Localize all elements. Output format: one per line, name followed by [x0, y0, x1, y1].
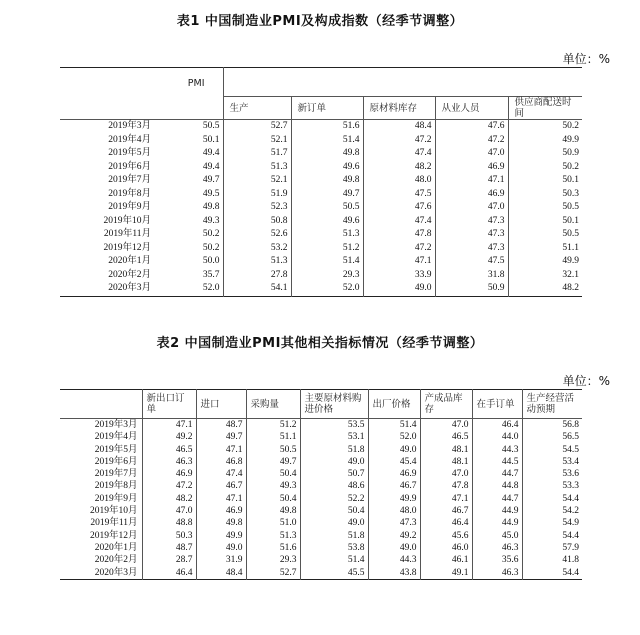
table1-title: 表1 中国制造业PMI及构成指数（经季节调整）	[176, 14, 464, 29]
table1-header-raw-material-inventory: 原材料库存	[363, 97, 435, 120]
row-label: 2019年10月	[89, 506, 138, 517]
table-cell: 47.8	[363, 228, 435, 242]
row-label: 2020年1月	[94, 542, 138, 553]
table-row	[60, 554, 582, 566]
table1-header-employment: 从业人员	[435, 97, 508, 120]
row-label: 2020年2月	[108, 269, 151, 280]
table-cell: 51.3	[223, 161, 291, 175]
table-cell: 48.6	[300, 480, 368, 492]
table-cell: 45.5	[300, 567, 368, 580]
table-cell: 46.4	[142, 567, 196, 580]
table-cell: 44.3	[368, 554, 420, 566]
table-row	[60, 468, 582, 480]
table-cell: 46.9	[435, 188, 508, 202]
table-cell: 46.7	[368, 480, 420, 492]
table-cell: 50.2	[202, 242, 220, 253]
table-cell: 52.2	[300, 493, 368, 505]
table-cell: 27.8	[223, 269, 291, 283]
table-row	[60, 505, 582, 517]
table-row	[60, 493, 582, 505]
table-cell: 47.6	[435, 120, 508, 134]
table-cell: 50.9	[435, 282, 508, 296]
table-cell: 47.0	[435, 147, 508, 161]
table-cell: 49.6	[291, 215, 363, 229]
table2-header-backlog-orders: 在手订单	[472, 390, 522, 419]
table-cell: 49.4	[202, 161, 220, 172]
table1-header-group	[223, 68, 582, 97]
table-cell: 48.1	[420, 444, 472, 456]
table-cell: 48.7	[196, 419, 246, 432]
table-cell: 48.4	[196, 567, 246, 580]
pmi-composition-table	[60, 67, 582, 297]
table-cell: 46.0	[420, 542, 472, 554]
table-cell: 50.4	[246, 493, 300, 505]
table-cell: 47.2	[435, 134, 508, 148]
table-cell: 57.9	[522, 542, 582, 554]
table-row	[60, 567, 582, 580]
table-cell: 50.2	[202, 229, 220, 239]
table-cell: 49.7	[196, 431, 246, 443]
table-cell: 52.0	[291, 282, 363, 296]
table-cell: 29.3	[246, 554, 300, 566]
table-cell: 47.1	[196, 493, 246, 505]
table-cell: 53.3	[522, 480, 582, 492]
table-cell: 48.8	[142, 517, 196, 529]
table-cell: 46.9	[435, 161, 508, 175]
table-cell: 54.9	[522, 517, 582, 529]
table-cell: 46.9	[196, 505, 246, 517]
table-cell: 50.3	[142, 530, 196, 542]
table-cell: 47.0	[142, 505, 196, 517]
table2-header-output-prices: 出厂价格	[368, 390, 420, 419]
row-label: 2020年1月	[108, 256, 151, 266]
row-label: 2019年6月	[108, 161, 151, 172]
table-cell: 51.2	[291, 242, 363, 256]
table-cell: 52.1	[223, 134, 291, 148]
table-cell: 54.5	[522, 444, 582, 456]
table-cell: 46.5	[142, 444, 196, 456]
table-cell: 51.9	[223, 188, 291, 202]
table-cell: 52.0	[202, 283, 220, 293]
table-cell: 47.0	[420, 419, 472, 432]
table2-header-business-expectations: 生产经营活动预期	[522, 390, 582, 419]
table-cell: 51.6	[291, 120, 363, 134]
table-cell: 48.7	[142, 542, 196, 554]
table-cell: 51.6	[246, 542, 300, 554]
table-cell: 50.2	[508, 161, 582, 175]
table-cell: 32.1	[508, 269, 582, 283]
table-cell: 47.3	[435, 215, 508, 229]
table-cell: 47.1	[363, 255, 435, 269]
row-label: 2019年4月	[94, 432, 138, 443]
table2-unit-label: 单位：%	[562, 374, 610, 388]
table-row	[60, 188, 582, 202]
table-cell: 50.5	[508, 228, 582, 242]
table-cell: 46.4	[420, 517, 472, 529]
table-cell: 49.1	[420, 567, 472, 580]
row-label: 2019年11月	[90, 518, 138, 529]
table-cell: 47.0	[420, 468, 472, 480]
table2-header-purchase-quantity: 采购量	[246, 390, 300, 419]
table-cell: 49.9	[368, 493, 420, 505]
table-cell: 49.7	[202, 175, 220, 185]
table-cell: 49.0	[196, 542, 246, 554]
table-cell: 46.7	[196, 480, 246, 492]
table-cell: 50.5	[508, 201, 582, 215]
table-cell: 46.8	[196, 456, 246, 468]
row-label: 2019年4月	[108, 134, 151, 145]
table-cell: 50.3	[508, 188, 582, 202]
table-cell: 53.8	[300, 542, 368, 554]
row-label: 2020年3月	[94, 567, 138, 578]
table1-header-new-orders: 新订单	[291, 97, 363, 120]
table-cell: 50.0	[202, 256, 220, 266]
table-cell: 54.2	[522, 505, 582, 517]
table-cell: 44.7	[472, 468, 522, 480]
row-label: 2019年11月	[103, 229, 151, 239]
table-cell: 49.0	[368, 542, 420, 554]
table-cell: 47.3	[368, 517, 420, 529]
table-cell: 44.7	[472, 493, 522, 505]
row-label: 2019年7月	[108, 175, 151, 185]
table-cell: 47.4	[363, 215, 435, 229]
table-cell: 48.0	[363, 174, 435, 188]
table-cell: 51.1	[508, 242, 582, 256]
table-cell: 44.9	[472, 505, 522, 517]
row-label: 2019年7月	[94, 469, 138, 480]
table-cell: 51.8	[300, 444, 368, 456]
table-cell: 50.5	[246, 444, 300, 456]
table-cell: 51.8	[300, 530, 368, 542]
table-cell: 51.4	[291, 255, 363, 269]
table-cell: 49.8	[196, 517, 246, 529]
table-cell: 54.4	[522, 567, 582, 580]
table-cell: 47.4	[363, 147, 435, 161]
table-cell: 49.0	[300, 517, 368, 529]
table-row	[60, 480, 582, 492]
table1-corner-cell	[60, 68, 155, 97]
table-cell: 41.8	[522, 554, 582, 566]
table-cell: 52.7	[223, 120, 291, 134]
row-label: 2020年2月	[94, 555, 138, 566]
table-cell: 46.1	[420, 554, 472, 566]
table1-unit-label: 单位：%	[562, 52, 610, 66]
table-cell: 49.8	[202, 202, 220, 212]
table-cell: 47.1	[435, 174, 508, 188]
table1-header-pmi: PMI	[187, 78, 205, 89]
table1-header-production: 生产	[223, 97, 291, 120]
table-row	[60, 444, 582, 456]
table-row	[60, 161, 582, 175]
table-cell: 47.8	[420, 480, 472, 492]
table-cell: 48.2	[363, 161, 435, 175]
table-cell: 50.1	[508, 215, 582, 229]
table-cell: 50.5	[291, 201, 363, 215]
row-label: 2019年8月	[94, 481, 138, 492]
table-cell: 47.3	[435, 228, 508, 242]
table-cell: 47.6	[363, 201, 435, 215]
table-cell: 56.5	[522, 431, 582, 443]
row-label: 2019年6月	[94, 456, 138, 467]
table-row	[60, 282, 582, 296]
table-row	[60, 120, 582, 134]
table-cell: 51.4	[291, 134, 363, 148]
table-cell: 51.3	[291, 228, 363, 242]
table-cell: 49.8	[291, 174, 363, 188]
table-cell: 51.3	[246, 530, 300, 542]
table-cell: 47.1	[142, 419, 196, 432]
table-cell: 45.4	[368, 456, 420, 468]
table-cell: 50.9	[508, 147, 582, 161]
table-row	[60, 269, 582, 283]
table-cell: 50.4	[246, 468, 300, 480]
table-row	[60, 228, 582, 242]
table-cell: 48.1	[420, 456, 472, 468]
row-label: 2020年3月	[108, 283, 151, 293]
table-cell: 35.7	[202, 269, 220, 280]
table-cell: 49.9	[508, 255, 582, 269]
table-cell: 44.9	[472, 517, 522, 529]
table-cell: 51.0	[246, 517, 300, 529]
table1-corner-cell-2	[60, 97, 155, 120]
table2-header-imports: 进口	[196, 390, 246, 419]
table-cell: 46.3	[472, 567, 522, 580]
table-cell: 47.5	[363, 188, 435, 202]
table-row	[60, 431, 582, 443]
table-cell: 48.2	[508, 282, 582, 296]
table2-header-new-export-orders: 新出口订单	[142, 390, 196, 419]
table-cell: 56.8	[522, 419, 582, 432]
table-cell: 50.5	[202, 121, 220, 131]
table-cell: 49.7	[246, 456, 300, 468]
table-cell: 49.8	[246, 505, 300, 517]
table-cell: 53.5	[300, 419, 368, 432]
table-row	[60, 419, 582, 432]
table-row	[60, 134, 582, 148]
table-cell: 47.1	[420, 493, 472, 505]
table-cell: 49.0	[363, 282, 435, 296]
table-cell: 49.2	[368, 530, 420, 542]
table1-header-supplier-delivery: 供应商配送时间	[508, 97, 582, 120]
table-row	[60, 255, 582, 269]
table-cell: 49.2	[142, 431, 196, 443]
table-cell: 49.3	[246, 480, 300, 492]
table-cell: 49.9	[508, 134, 582, 148]
table2-header-finished-goods-inventory: 产成品库存	[420, 390, 472, 419]
table-cell: 29.3	[291, 269, 363, 283]
table-cell: 46.7	[420, 505, 472, 517]
table-cell: 54.1	[223, 282, 291, 296]
table-cell: 46.9	[142, 468, 196, 480]
row-label: 2019年5月	[94, 444, 138, 455]
table-cell: 48.4	[363, 120, 435, 134]
table-cell: 46.3	[472, 542, 522, 554]
table-cell: 49.3	[202, 215, 220, 226]
table-cell: 28.7	[142, 554, 196, 566]
row-label: 2019年10月	[103, 215, 151, 226]
table-cell: 50.4	[300, 505, 368, 517]
row-label: 2019年5月	[108, 148, 151, 158]
table-cell: 51.4	[368, 419, 420, 432]
table-cell: 48.2	[142, 493, 196, 505]
table2-title: 表2 中国制造业PMI其他相关指标情况（经季节调整）	[156, 336, 484, 351]
table-cell: 52.1	[223, 174, 291, 188]
table-cell: 49.4	[202, 148, 220, 158]
table-cell: 50.8	[223, 215, 291, 229]
row-label: 2019年12月	[103, 242, 151, 253]
table-row	[60, 201, 582, 215]
table-row	[60, 242, 582, 256]
table-cell: 44.0	[472, 431, 522, 443]
table-cell: 49.7	[291, 188, 363, 202]
table-cell: 47.1	[196, 444, 246, 456]
table-cell: 53.6	[522, 468, 582, 480]
table-cell: 46.3	[142, 456, 196, 468]
table-cell: 33.9	[363, 269, 435, 283]
table-cell: 43.8	[368, 567, 420, 580]
table-cell: 31.9	[196, 554, 246, 566]
table-cell: 44.5	[472, 456, 522, 468]
table-cell: 50.1	[508, 174, 582, 188]
table-cell: 47.3	[435, 242, 508, 256]
table-cell: 54.4	[522, 493, 582, 505]
table2-corner-cell	[60, 390, 142, 419]
table-row	[60, 456, 582, 468]
table-cell: 47.4	[196, 468, 246, 480]
table-row	[60, 215, 582, 229]
table-cell: 49.5	[202, 188, 220, 199]
table-cell: 52.6	[223, 228, 291, 242]
table-cell: 47.2	[363, 134, 435, 148]
table-cell: 49.9	[196, 530, 246, 542]
table-cell: 49.6	[291, 161, 363, 175]
table-cell: 50.2	[508, 120, 582, 134]
table-cell: 53.4	[522, 456, 582, 468]
table-cell: 54.4	[522, 530, 582, 542]
table-cell: 50.7	[300, 468, 368, 480]
table-cell: 52.7	[246, 567, 300, 580]
table-cell: 49.0	[368, 444, 420, 456]
table-cell: 50.1	[202, 134, 220, 145]
table-cell: 51.4	[300, 554, 368, 566]
table-cell: 53.2	[223, 242, 291, 256]
table-row	[60, 517, 582, 529]
table-cell: 48.0	[368, 505, 420, 517]
row-label: 2019年9月	[94, 493, 138, 504]
table-cell: 47.2	[363, 242, 435, 256]
table-cell: 49.0	[300, 456, 368, 468]
table-row	[60, 542, 582, 554]
table-cell: 45.0	[472, 530, 522, 542]
table-cell: 47.0	[435, 201, 508, 215]
table-cell: 51.2	[246, 419, 300, 432]
table-cell: 51.3	[223, 255, 291, 269]
table2-header-input-prices: 主要原材料购进价格	[300, 390, 368, 419]
table-cell: 46.9	[368, 468, 420, 480]
table-row	[60, 530, 582, 542]
table-row	[60, 174, 582, 188]
table-cell: 52.0	[368, 431, 420, 443]
table-row	[60, 147, 582, 161]
row-label: 2019年3月	[108, 121, 151, 131]
table-cell: 45.6	[420, 530, 472, 542]
table-cell: 44.3	[472, 444, 522, 456]
table-cell: 49.8	[291, 147, 363, 161]
table-cell: 47.2	[142, 480, 196, 492]
row-label: 2019年9月	[108, 202, 151, 212]
table-cell: 44.8	[472, 480, 522, 492]
table-cell: 46.4	[472, 419, 522, 432]
row-label: 2019年8月	[108, 188, 151, 199]
table-cell: 51.7	[223, 147, 291, 161]
table-cell: 52.3	[223, 201, 291, 215]
row-label: 2019年3月	[94, 420, 138, 430]
table-cell: 46.5	[420, 431, 472, 443]
table-cell: 35.6	[472, 554, 522, 566]
table-cell: 31.8	[435, 269, 508, 283]
table-cell: 51.1	[246, 431, 300, 443]
row-label: 2019年12月	[89, 530, 138, 541]
table-cell: 47.5	[435, 255, 508, 269]
table-cell: 53.1	[300, 431, 368, 443]
pmi-related-indicators-table	[60, 389, 582, 580]
